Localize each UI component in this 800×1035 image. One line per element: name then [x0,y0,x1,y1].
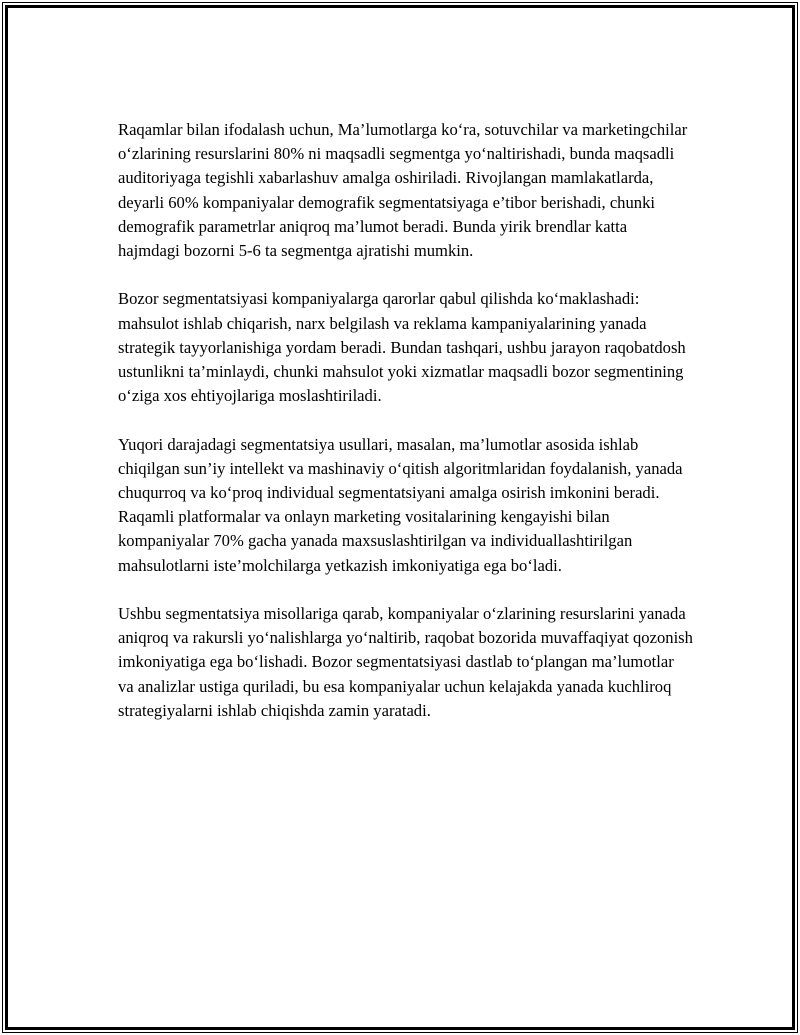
paragraph-3: Yuqori darajadagi segmentatsiya usullari, masalan, ma’lumotlar asosida ishlab chiqilgan sun’iy intellekt va mashinaviy o‘qitish algoritmlaridan foydalanish, yanada chuqurroq va ko‘proq individual segmentatsiyani amalga osirish imkonini beradi. Raqamli platformalar va onlayn marketing vositalarining kengayishi bilan kompaniyalar 70% gacha yanada maxsuslashtirilgan va individuallashtirilgan mahsulotlarni iste’molchilarga yetkazish imkoniyatiga ega bo‘ladi. [118,434,683,575]
document-body [118,118,693,747]
paragraph-4: Ushbu segmentatsiya misollariga qarab, kompaniyalar o‘zlarining resurslarini yanada aniqroq va rakursli yo‘nalishlarga yo‘naltirib, raqobat bozorida muvaffaqiyat qozonish imkoniyatiga ega bo‘lishadi. Bozor segmentatsiyasi dastlab to‘plangan ma’lumotlar va analizlar ustiga quriladi, bu esa kompaniyalar uchun kelajakda yanada kuchliroq strategiyalarni ishlab chiqishda zamin yaratadi. [118,604,693,720]
paragraph-1: Raqamlar bilan ifodalash uchun, Ma’lumotlarga ko‘ra, sotuvchilar va marketingchilar o‘zlarining resurslarini 80% ni maqsadli segmentga yo‘naltirishadi, bunda maqsadli auditoriyaga tegishli xabarlashuv amalga oshiriladi. Rivojlangan mamlakatlarda, deyarli 60% kompaniyalar demografik segmentatsiyaga e’tibor berishadi, chunki demografik parametrlar aniqroq ma’lumot beradi. Bunda yirik brendlar katta hajmdagi bozorni 5-6 ta segmentga ajratishi mumkin. [118,120,688,261]
paragraph-2: Bozor segmentatsiyasi kompaniyalarga qarorlar qabul qilishda ko‘maklashadi: mahsulot ishlab chiqarish, narx belgilash va reklama kampaniyalarining yanada strategik tayyorlanishiga yordam beradi. Bundan tashqari, ushbu jarayon raqobatdosh ustunlikni ta’minlaydi, chunki mahsulot yoki xizmatlar maqsadli bozor segmentining o‘ziga xos ehtiyojlariga moslashtiriladi. [118,289,686,406]
